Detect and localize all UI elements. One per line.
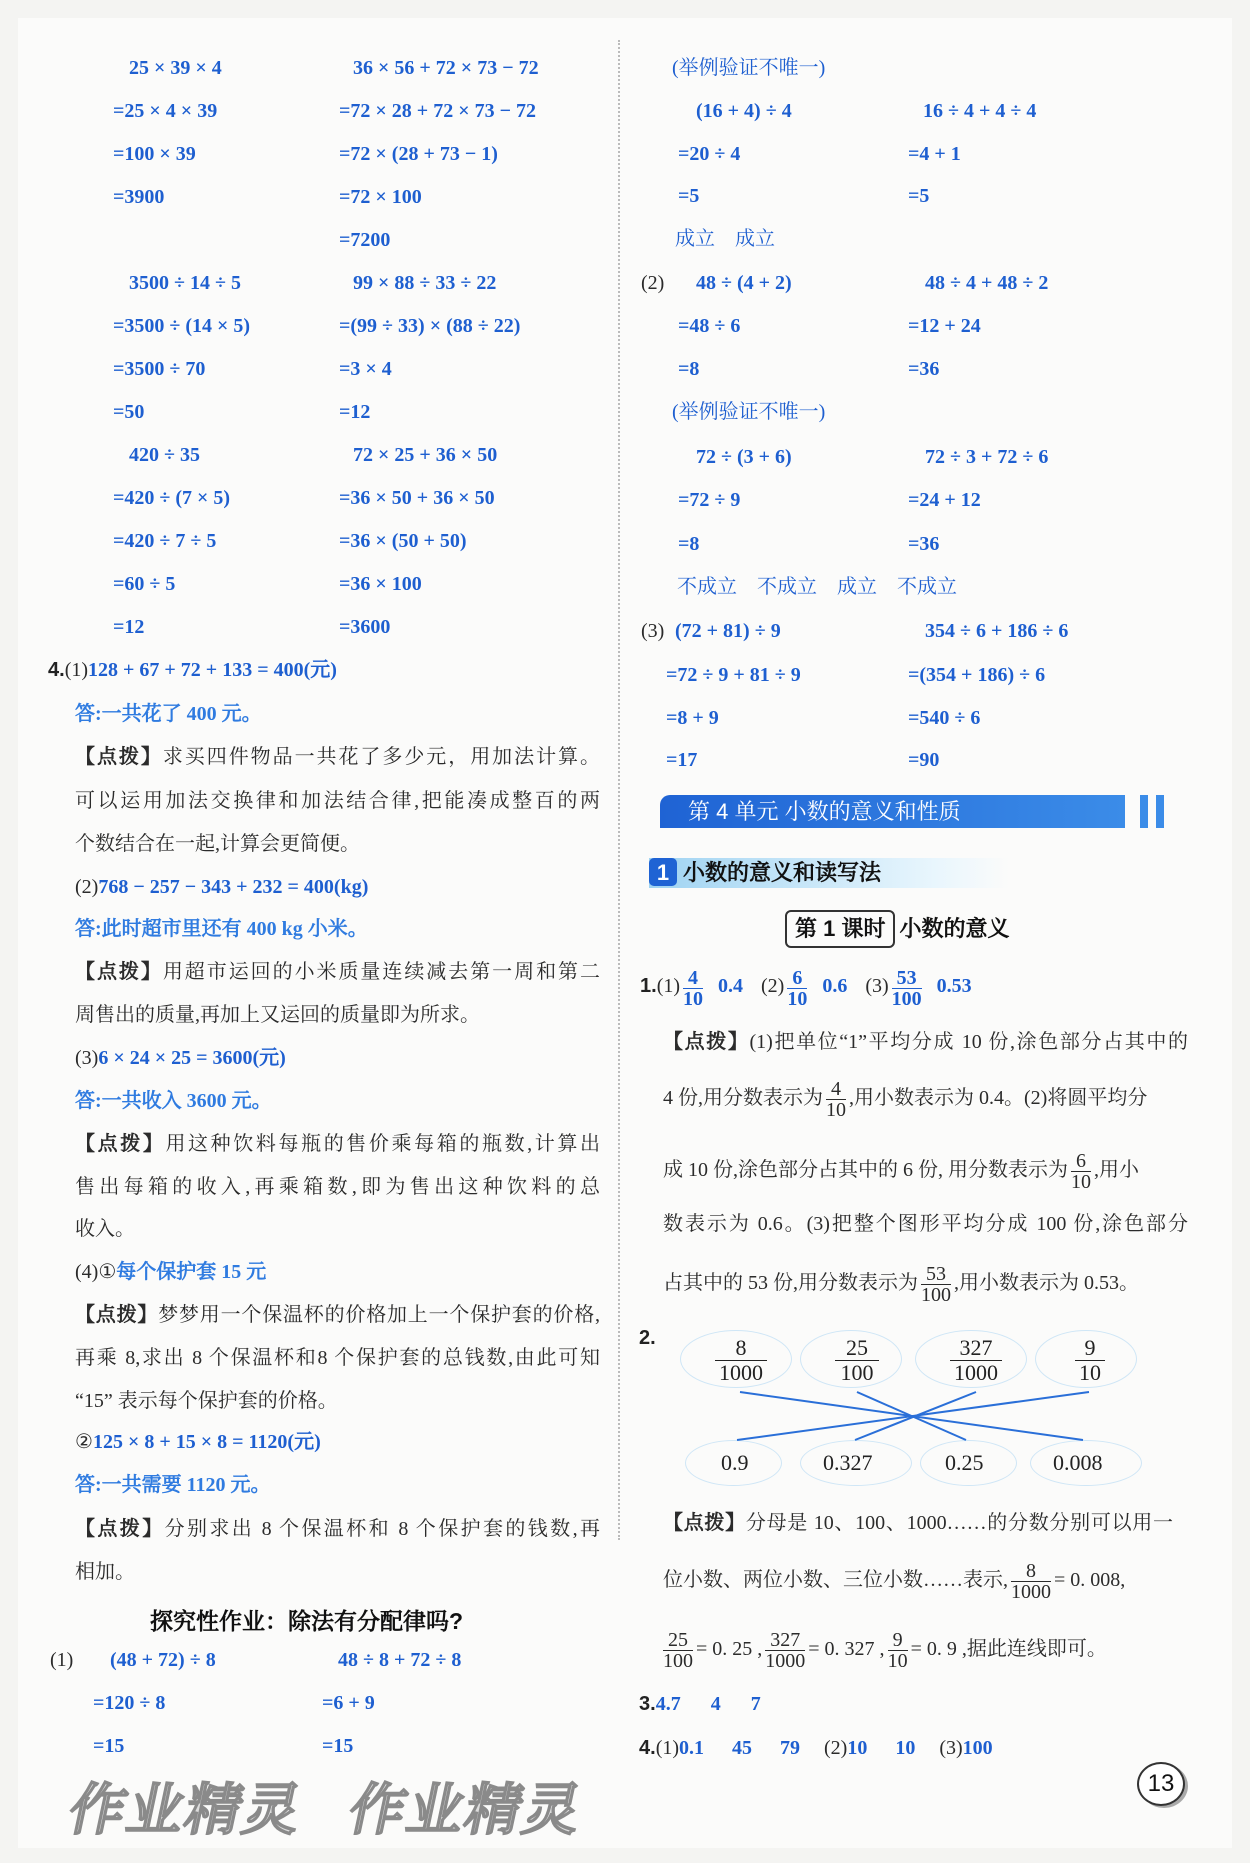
calc-line: =25 × 4 × 39 [113, 100, 218, 122]
calc-line: =50 [113, 401, 145, 423]
part-label: (2) [641, 272, 665, 294]
note: (举例验证不唯一) [672, 57, 826, 79]
question-number: 4. [48, 659, 65, 681]
calc-line: 16 ÷ 4 + 4 ÷ 4 [923, 100, 1037, 122]
calc-line: =36 × 100 [339, 573, 422, 595]
calc-line: =5 [678, 185, 700, 207]
tip-line: 4 份,用分数表示为 $\frac{4}{10}$ ,用小数表示为 0.4。(2)将圆平均分 [663, 1077, 1148, 1121]
calc-line: =15 [322, 1735, 354, 1757]
calc-line: =48 ÷ 6 [678, 315, 741, 337]
tip-line: 【点拨】用这种饮料每瓶的售价乘每箱的瓶数,计算出 [75, 1133, 601, 1155]
numerator: 53 [892, 968, 922, 989]
calc-line: =(99 ÷ 33) × (88 ÷ 22) [339, 315, 521, 337]
calc-line: =120 ÷ 8 [93, 1692, 166, 1714]
answer-value: 4 [710, 1693, 721, 1715]
lesson-box: 第 1 课时 [785, 910, 895, 948]
unit-banner: 第 4 单元 小数的意义和性质 [660, 795, 1125, 828]
calc-line: =7200 [339, 229, 391, 251]
calc-line: =3500 ÷ 70 [113, 358, 206, 380]
question-number: 2. [639, 1327, 656, 1349]
part-label: (3) [75, 1047, 99, 1069]
tip-line: 可以运用加法交换律和加法结合律,把能凑成整百的两 [75, 790, 600, 812]
answer: 答:一共花了 400 元。 [75, 703, 262, 725]
calc-line: =36 [908, 533, 940, 555]
calc-line: =8 [678, 358, 700, 380]
part-label: (1) [50, 1649, 74, 1671]
calc-line: 99 × 88 ÷ 33 ÷ 22 [353, 272, 497, 294]
calc-line: 420 ÷ 35 [129, 444, 200, 466]
calc-line: 36 × 56 + 72 × 73 − 72 [353, 57, 539, 79]
tip-line: 成 10 份,涂色部分占其中的 6 份, 用分数表示为 $\frac{6}{10}$ ,用小 [663, 1149, 1139, 1193]
calc-line: =3 × 4 [339, 358, 392, 380]
calc-line: =540 ÷ 6 [908, 707, 981, 729]
decimal: 0.4 [718, 975, 744, 997]
calc-line: =4 + 1 [908, 143, 961, 165]
numerator: 6 [787, 968, 807, 989]
calc-line: =60 ÷ 5 [113, 573, 176, 595]
calc-line: =3500 ÷ (14 × 5) [113, 315, 251, 337]
tip-line: 占其中的 53 份,用分数表示为 $\frac{53}{100}$ ,用小数表示为 0.53。 [663, 1262, 1139, 1306]
calc-line: 354 ÷ 6 + 186 ÷ 6 [925, 620, 1069, 642]
exercise-4: 4.(1)0.1 45 79 (2)10 10 (3)100 [639, 1737, 993, 1759]
denominator: 10 [787, 987, 808, 1010]
numerator: 4 [683, 968, 703, 989]
calc-line: =72 × 100 [339, 186, 422, 208]
calc-line: =12 [339, 401, 371, 423]
calc-line: =36 × (50 + 50) [339, 530, 467, 552]
answer-value: 7 [750, 1693, 761, 1715]
tip-line: 【点拨】分母是 10、100、1000……的分数分别可以用一 [663, 1512, 1174, 1534]
calc-line: 48 ÷ 8 + 72 ÷ 8 [338, 1649, 462, 1671]
calc-line: 72 ÷ 3 + 72 ÷ 6 [925, 446, 1049, 468]
calc-line: =36 [908, 358, 940, 380]
calc-line: =72 ÷ 9 + 81 ÷ 9 [666, 664, 801, 686]
tip-tag: 【点拨】 [75, 1518, 165, 1540]
calc-line: 25 × 39 × 4 [129, 57, 222, 79]
expression: 6 × 24 × 25 = 3600(元) [98, 1047, 286, 1069]
bottom-decimal: 0.008 [1053, 1450, 1103, 1475]
part-label: (1) [656, 975, 681, 997]
calc-line: =12 + 24 [908, 315, 981, 337]
calc-line: (16 + 4) ÷ 4 [696, 100, 792, 122]
calc-line: =90 [908, 749, 940, 771]
decimal: 0.53 [936, 975, 972, 997]
tip-line: 售出每箱的收入,再乘箱数,即为售出这种饮料的总 [75, 1176, 600, 1198]
tip-line: 【点拨】用超市运回的小米质量连续减去第一周和第二 [75, 961, 601, 983]
calc-line: =15 [93, 1735, 125, 1757]
calc-line: =8 [678, 533, 700, 555]
expression: 125 × 8 + 15 × 8 = 1120(元) [92, 1431, 321, 1453]
tip-line: 【点拨】梦梦用一个保温杯的价格加上一个保护套的价格, [75, 1304, 601, 1326]
tip-line: 【点拨】分别求出 8 个保温杯和 8 个保护套的钱数,再 [75, 1518, 601, 1540]
calc-line: (48 + 72) ÷ 8 [110, 1649, 216, 1671]
result-label: 成立 成立 [675, 228, 775, 250]
denominator: 100 [891, 987, 922, 1010]
calc-line: 48 ÷ 4 + 48 ÷ 2 [925, 272, 1049, 294]
tip-line: 个数结合在一起,计算会更简便。 [75, 833, 360, 855]
answer-value: 4.7 [655, 1693, 681, 1715]
explore-title: 探究性作业：除法有分配律吗? [150, 1608, 464, 1634]
decimal: 0.6 [822, 975, 848, 997]
tip-tag: 【点拨】 [75, 961, 163, 983]
tip-line: “15” 表示每个保护套的价格。 [75, 1390, 338, 1412]
tip-line: 相加。 [75, 1561, 135, 1583]
part-label: (3) [641, 620, 665, 642]
part-label: (3) [865, 975, 889, 997]
calc-line: (72 + 81) ÷ 9 [675, 620, 781, 642]
tip-line: 【点拨】求买四件物品一共花了多少元，用加法计算。 [75, 746, 601, 768]
section-title: 小数的意义和读写法 [683, 860, 882, 885]
expression: 128 + 67 + 72 + 133 = 400(元) [88, 659, 337, 681]
calc-line: 3500 ÷ 14 ÷ 5 [129, 272, 241, 294]
bottom-decimal: 0.9 [721, 1450, 749, 1475]
note: (举例验证不唯一) [672, 401, 826, 423]
answer: 答:一共收入 3600 元。 [75, 1090, 272, 1112]
calc-line: 48 ÷ (4 + 2) [696, 272, 792, 294]
calc-line: =420 ÷ (7 × 5) [113, 487, 231, 509]
part-label: ② [75, 1431, 93, 1453]
watermark: 作业精灵 [63, 1778, 309, 1841]
calc-line: =17 [666, 749, 698, 771]
result-label: 不成立 不成立 成立 不成立 [677, 576, 957, 598]
tip-tag: 【点拨】 [75, 1304, 159, 1326]
calc-line: =24 + 12 [908, 489, 981, 511]
calc-line: =36 × 50 + 36 × 50 [339, 487, 495, 509]
calc-line: =72 × (28 + 73 − 1) [339, 143, 498, 165]
question-number: 1. [640, 975, 657, 997]
bottom-decimal: 0.327 [823, 1450, 873, 1475]
part-label: (2) [75, 876, 99, 898]
calc-line: =12 [113, 616, 145, 638]
answer: 答:一共需要 1120 元。 [75, 1474, 271, 1496]
tip-line: 数表示为 0.6。(3)把整个图形平均分成 100 份,涂色部分 [663, 1213, 1188, 1235]
answer: 答:此时超市里还有 400 kg 小米。 [75, 918, 368, 940]
top-fraction: 25 100 [835, 1336, 879, 1385]
lesson-title: 小数的意义 [899, 916, 1010, 941]
calc-line: =72 × 28 + 72 × 73 − 72 [339, 100, 536, 122]
exercise-3: 3.4.7 4 7 [639, 1693, 761, 1715]
tip-line: $\frac{25}{100}$ = 0. 25 , $\frac{327}{1000}$ = 0. 327 , $\frac{9}{10}$ = 0. 9 ,据此连线即可。 [663, 1628, 1107, 1672]
tip-line: 【点拨】(1)把单位“1”平均分成 10 份,涂色部分占其中的 [663, 1031, 1189, 1053]
tip-line: 收入。 [75, 1218, 135, 1240]
watermark: 作业精灵 [343, 1778, 589, 1841]
calc-line: =420 ÷ 7 ÷ 5 [113, 530, 217, 552]
calc-line: =100 × 39 [113, 143, 196, 165]
top-fraction: 8 1000 [715, 1336, 767, 1385]
tip-tag: 【点拨】 [75, 746, 163, 768]
top-fraction: 9 10 [1075, 1336, 1105, 1385]
part-label: (1) [64, 659, 89, 681]
section-badge: 1 [649, 858, 677, 886]
expression: 768 − 257 − 343 + 232 = 400(kg) [98, 876, 369, 898]
tip-tag: 【点拨】 [75, 1133, 166, 1155]
calc-line: 72 ÷ (3 + 6) [696, 446, 792, 468]
calc-line: =72 ÷ 9 [678, 489, 741, 511]
calc-line: =20 ÷ 4 [678, 143, 741, 165]
part-label: (2) [761, 975, 785, 997]
tip-line: 再乘 8,求出 8 个保温杯和8 个保护套的总钱数,由此可知 [75, 1347, 600, 1369]
part-label: (4)① [75, 1261, 117, 1283]
calc-line: =3600 [339, 616, 391, 638]
calc-line: =6 + 9 [322, 1692, 375, 1714]
denominator: 10 [683, 987, 704, 1010]
tip-line: 周售出的质量,再加上又运回的质量即为所求。 [75, 1004, 480, 1026]
expression: 每个保护套 15 元 [116, 1261, 267, 1283]
calc-line: =(354 + 186) ÷ 6 [908, 664, 1046, 686]
calc-line: 72 × 25 + 36 × 50 [353, 444, 498, 466]
bottom-decimal: 0.25 [945, 1450, 984, 1475]
page-number: 13 [1137, 1762, 1185, 1806]
calc-line: =8 + 9 [666, 707, 719, 729]
calc-line: =3900 [113, 186, 165, 208]
calc-line: =5 [908, 185, 930, 207]
top-fraction: 327 1000 [950, 1336, 1002, 1385]
tip-line: 位小数、两位小数、三位小数……表示, $\frac{8}{1000}$ = 0. 008, [663, 1559, 1126, 1603]
